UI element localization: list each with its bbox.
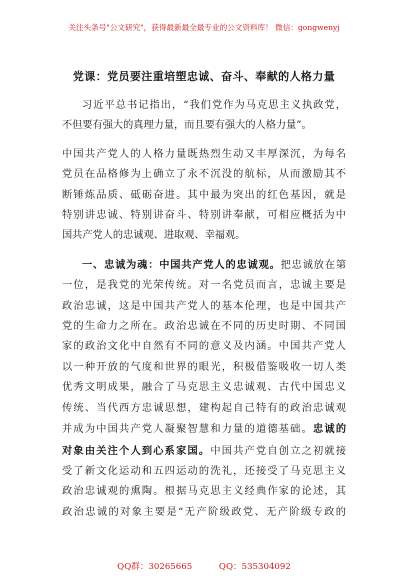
text-line: 国共产党人的忠诚观、进取观、幸福观。	[62, 230, 246, 242]
footer-qq-group: QQ群：30265665	[117, 562, 193, 572]
bold-phrase: 忠诚的	[313, 423, 346, 436]
text-line: 党的生命力之所在。政治忠诚在不同的历史时期、不同国	[62, 321, 346, 333]
section-heading: 一、忠诚为魂：中国共产党人的忠诚观。	[82, 258, 281, 271]
text-line: 受了新文化运动和五四运动的洗礼，还接受了马克思主义	[62, 465, 346, 477]
header-banner: 关注头条号"公文研究"，获得最新最全最专业的公文资料库！ 微信：gongwenyj	[68, 23, 340, 32]
text-line	[62, 255, 346, 276]
text-run: 把忠诚放在第	[280, 259, 346, 271]
text-run: 中国共产党自创立之初就接	[210, 445, 346, 457]
text-line: 优秀文明成果，融合了马克思主义忠诚观、古代中国忠义	[62, 382, 346, 394]
footer-qq: QQ：535304092	[218, 562, 291, 572]
text-line: 不但要有强大的真理力量，而且要有强大的人格力量”。	[62, 120, 312, 132]
paragraph-3	[62, 255, 346, 523]
text-line: 政治忠诚观的熏陶。根据马克思主义经典作家的论述，其	[62, 486, 346, 498]
paragraph-1	[62, 96, 346, 137]
document-title: 党课：党员要注重培塑忠诚、奋斗、奉献的人格力量	[72, 70, 336, 83]
text-line: 习近平总书记指出，“我们党作为马克思主义执政党，	[82, 100, 346, 111]
text-line: 政治忠诚，这是中国共产党人的基本伦理，也是中国共产	[62, 300, 346, 312]
text-line: 中国共产党人的人格力量既热烈生动又丰厚深沉，为每名	[62, 148, 346, 160]
text-run: 并成为中国共产党人凝聚智慧和力量的道德基础。	[62, 424, 313, 436]
text-line: 政治忠诚的对象主要是“无产阶级政党、无产阶级专政的	[62, 506, 346, 518]
text-line: 一位，是我党的光荣传统。对一名党员而言，忠诚主要是	[62, 280, 346, 292]
text-line: 以一种开放的气度和世界的眼光，积极借鉴吸收一切人类	[62, 361, 346, 373]
text-line: 家的政治文化中自然有不同的意义及内涵。中国共产党人	[62, 341, 346, 353]
text-line: 断锤炼品质、砥砺奋进。其中最为突出的红色基因，就是	[62, 189, 346, 201]
footer-contact	[0, 560, 408, 572]
text-line	[62, 419, 346, 440]
text-line: 传统、当代西方忠诚思想，建构起自己特有的政治忠诚观	[62, 402, 346, 414]
text-line: 党员在品格修为上确立了永不沉没的航标，从而激励其不	[62, 169, 346, 181]
text-line: 特别讲忠诚、特别讲奋斗、特别讲奉献，可相应概括为中	[62, 210, 346, 222]
text-line	[62, 441, 346, 462]
paragraph-2	[62, 145, 346, 247]
document-body	[62, 96, 346, 531]
bold-phrase: 对象由关注个人到心系家国。	[62, 444, 211, 457]
